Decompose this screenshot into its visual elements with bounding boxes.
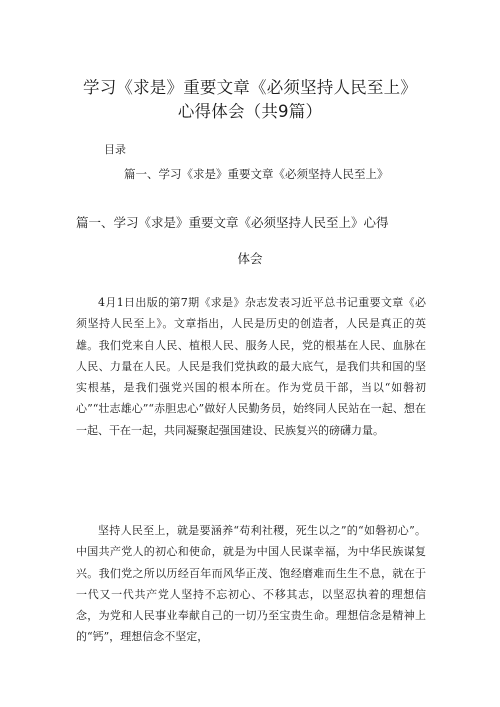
toc-item-1[interactable]: 篇一、学习《求是》重要文章《必须坚持人民至上》	[124, 167, 389, 181]
section-heading-continued: 体会	[237, 251, 263, 266]
document-title-line1: 学习《求是》重要文章《必须坚持人民至上》	[83, 78, 417, 97]
body-paragraph-1: 4月1日出版的第7期《求是》杂志发表习近平总书记重要文章《必须坚持人民至上》。文章指出，人民是历史的创造者，人民是真正的英雄。我们党来自人民、植根人民、服务人民，党的根基在人民、血脉在人民、力量在人民。人民是我们党执政的最大底气，是我们共和国的坚实根基，是我们强党兴国的根本所在。作为党员干部，当以“如磐初心”“壮志雄心”“赤胆忠心”做好人民勤务员，始终同人民站在一起、想在一起、干在一起，共同凝聚起强国建设、民族复兴的磅礴力量。	[76, 296, 426, 437]
body-paragraph-2: 坚持人民至上，就是要涵养“苟利社稷，死生以之”的“如磐初心”。中国共产党人的初心和使命，就是为中国人民谋幸福，为中华民族谋复兴。我们党之所以历经百年而风华正茂、饱经磨难而生生不息，就在于一代又一代共产党人坚持不忘初心、不移其志，以坚忍执着的理想信念，为党和人民事业奉献自己的一切乃至宝贵生命。理想信念是精神上的“钙”，理想信念不坚定，	[76, 524, 426, 644]
document-title	[60, 76, 440, 124]
section-heading: 篇一、学习《求是》重要文章《必须坚持人民至上》心得	[76, 215, 389, 230]
toc-heading: 目录	[104, 143, 126, 156]
document-title-line2: 心得体会（共9篇）	[177, 102, 323, 121]
